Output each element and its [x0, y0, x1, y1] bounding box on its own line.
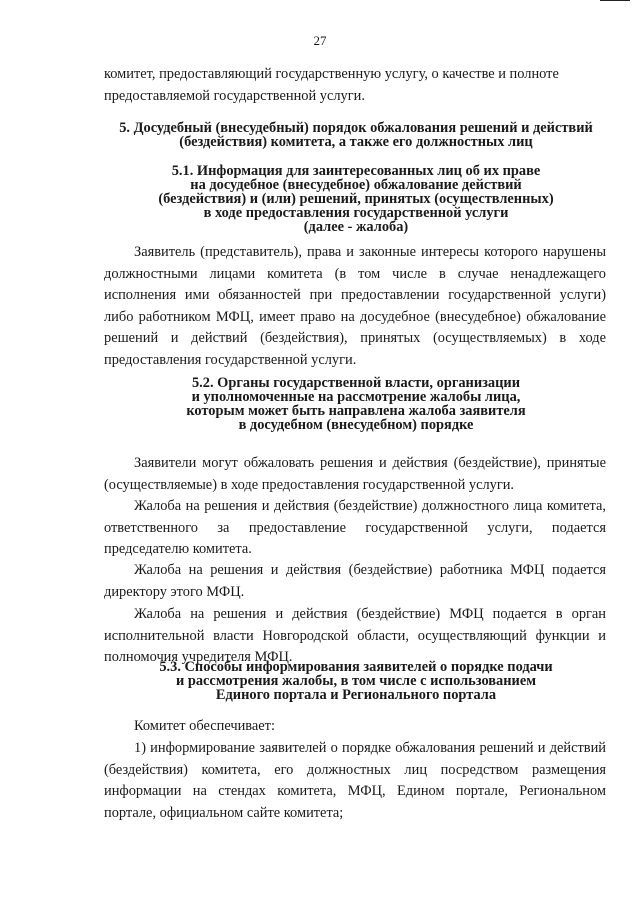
title-line: (далее - жалоба): [303, 219, 409, 235]
title-line: (бездействия) комитета, а также его должностных лиц: [179, 134, 533, 150]
title-line: которым может быть направлена жалоба заявителя: [186, 403, 526, 419]
title-line: в досудебном (внесудебном) порядке: [238, 417, 474, 433]
section-5-2-paragraph-2: Жалоба на решения и действия (бездействие) должностного лица комитета, ответственного за предоставление государственной услуги, подается председателю комитета.: [104, 498, 606, 557]
section-5-2-paragraph-1: Заявители могут обжаловать решения и действия (бездействие), принятые (осуществляемые) в ходе предоставления государственной услуги.: [104, 455, 606, 493]
title-line: на досудебное (внесудебное) обжалование действий: [190, 177, 522, 193]
section-5-3-paragraph-2: 1) информирование заявителей о порядке обжалования решений и действий (бездействия) комитета, его должностных лиц посредством размещения информации на стендах комитета, МФЦ, Едином портале, Региональном портале, официальном сайте комитета;: [104, 740, 606, 821]
title-line: Единого портала и Регионального портала: [215, 687, 497, 703]
section-5-3-title: [96, 660, 616, 702]
section-5-title: [96, 121, 616, 149]
corner-mark: [600, 0, 630, 4]
section-5-1-paragraph: Заявитель (представитель), права и законные интересы которого нарушены должностными лицами комитета (в том числе в случае ненадлежащего исполнения ими обязанностей при предоставлении государственной услуги) либо работником МФЦ, имеет право на досудебное (внесудебное) обжалование решений и действий (бездействия), принятых (осуществляемых) в ходе предоставления государственной услуги.: [104, 244, 606, 368]
section-5-2-title: [96, 376, 616, 432]
section-5-1-title: [96, 164, 616, 234]
page-number: 27: [313, 33, 327, 48]
title-line: 5.2. Органы государственной власти, организации: [191, 375, 520, 391]
section-5-2-paragraph-3: Жалоба на решения и действия (бездействие) работника МФЦ подается директору этого МФЦ.: [104, 562, 606, 600]
title-line: и рассмотрения жалобы, в том числе с использованием: [175, 673, 537, 689]
title-line: (бездействия) и (или) решений, принятых (осуществленных): [158, 191, 554, 207]
title-line: и уполномоченные на рассмотрение жалобы лица,: [191, 389, 521, 405]
intro-line: комитет, предоставляющий государственную услугу, о качестве и полноте: [104, 66, 559, 82]
title-line: 5.3. Способы информирования заявителей о порядке подачи: [159, 659, 553, 675]
title-line: 5. Досудебный (внесудебный) порядок обжалования решений и действий: [119, 120, 593, 136]
title-line: 5.1. Информация для заинтересованных лиц об их праве: [171, 163, 541, 179]
section-5-3-paragraph-1: Комитет обеспечивает:: [134, 718, 275, 734]
intro-line: предоставляемой государственной услуги.: [104, 87, 365, 104]
section-5-2-paragraph-4: Жалоба на решения и действия (бездействие) МФЦ подается в орган исполнительной власти Новгородской области, осуществляющий функции и полномочия учредителя МФЦ.: [104, 606, 606, 665]
title-line: в ходе предоставления государственной услуги: [203, 205, 509, 221]
intro-paragraph: [104, 64, 606, 107]
